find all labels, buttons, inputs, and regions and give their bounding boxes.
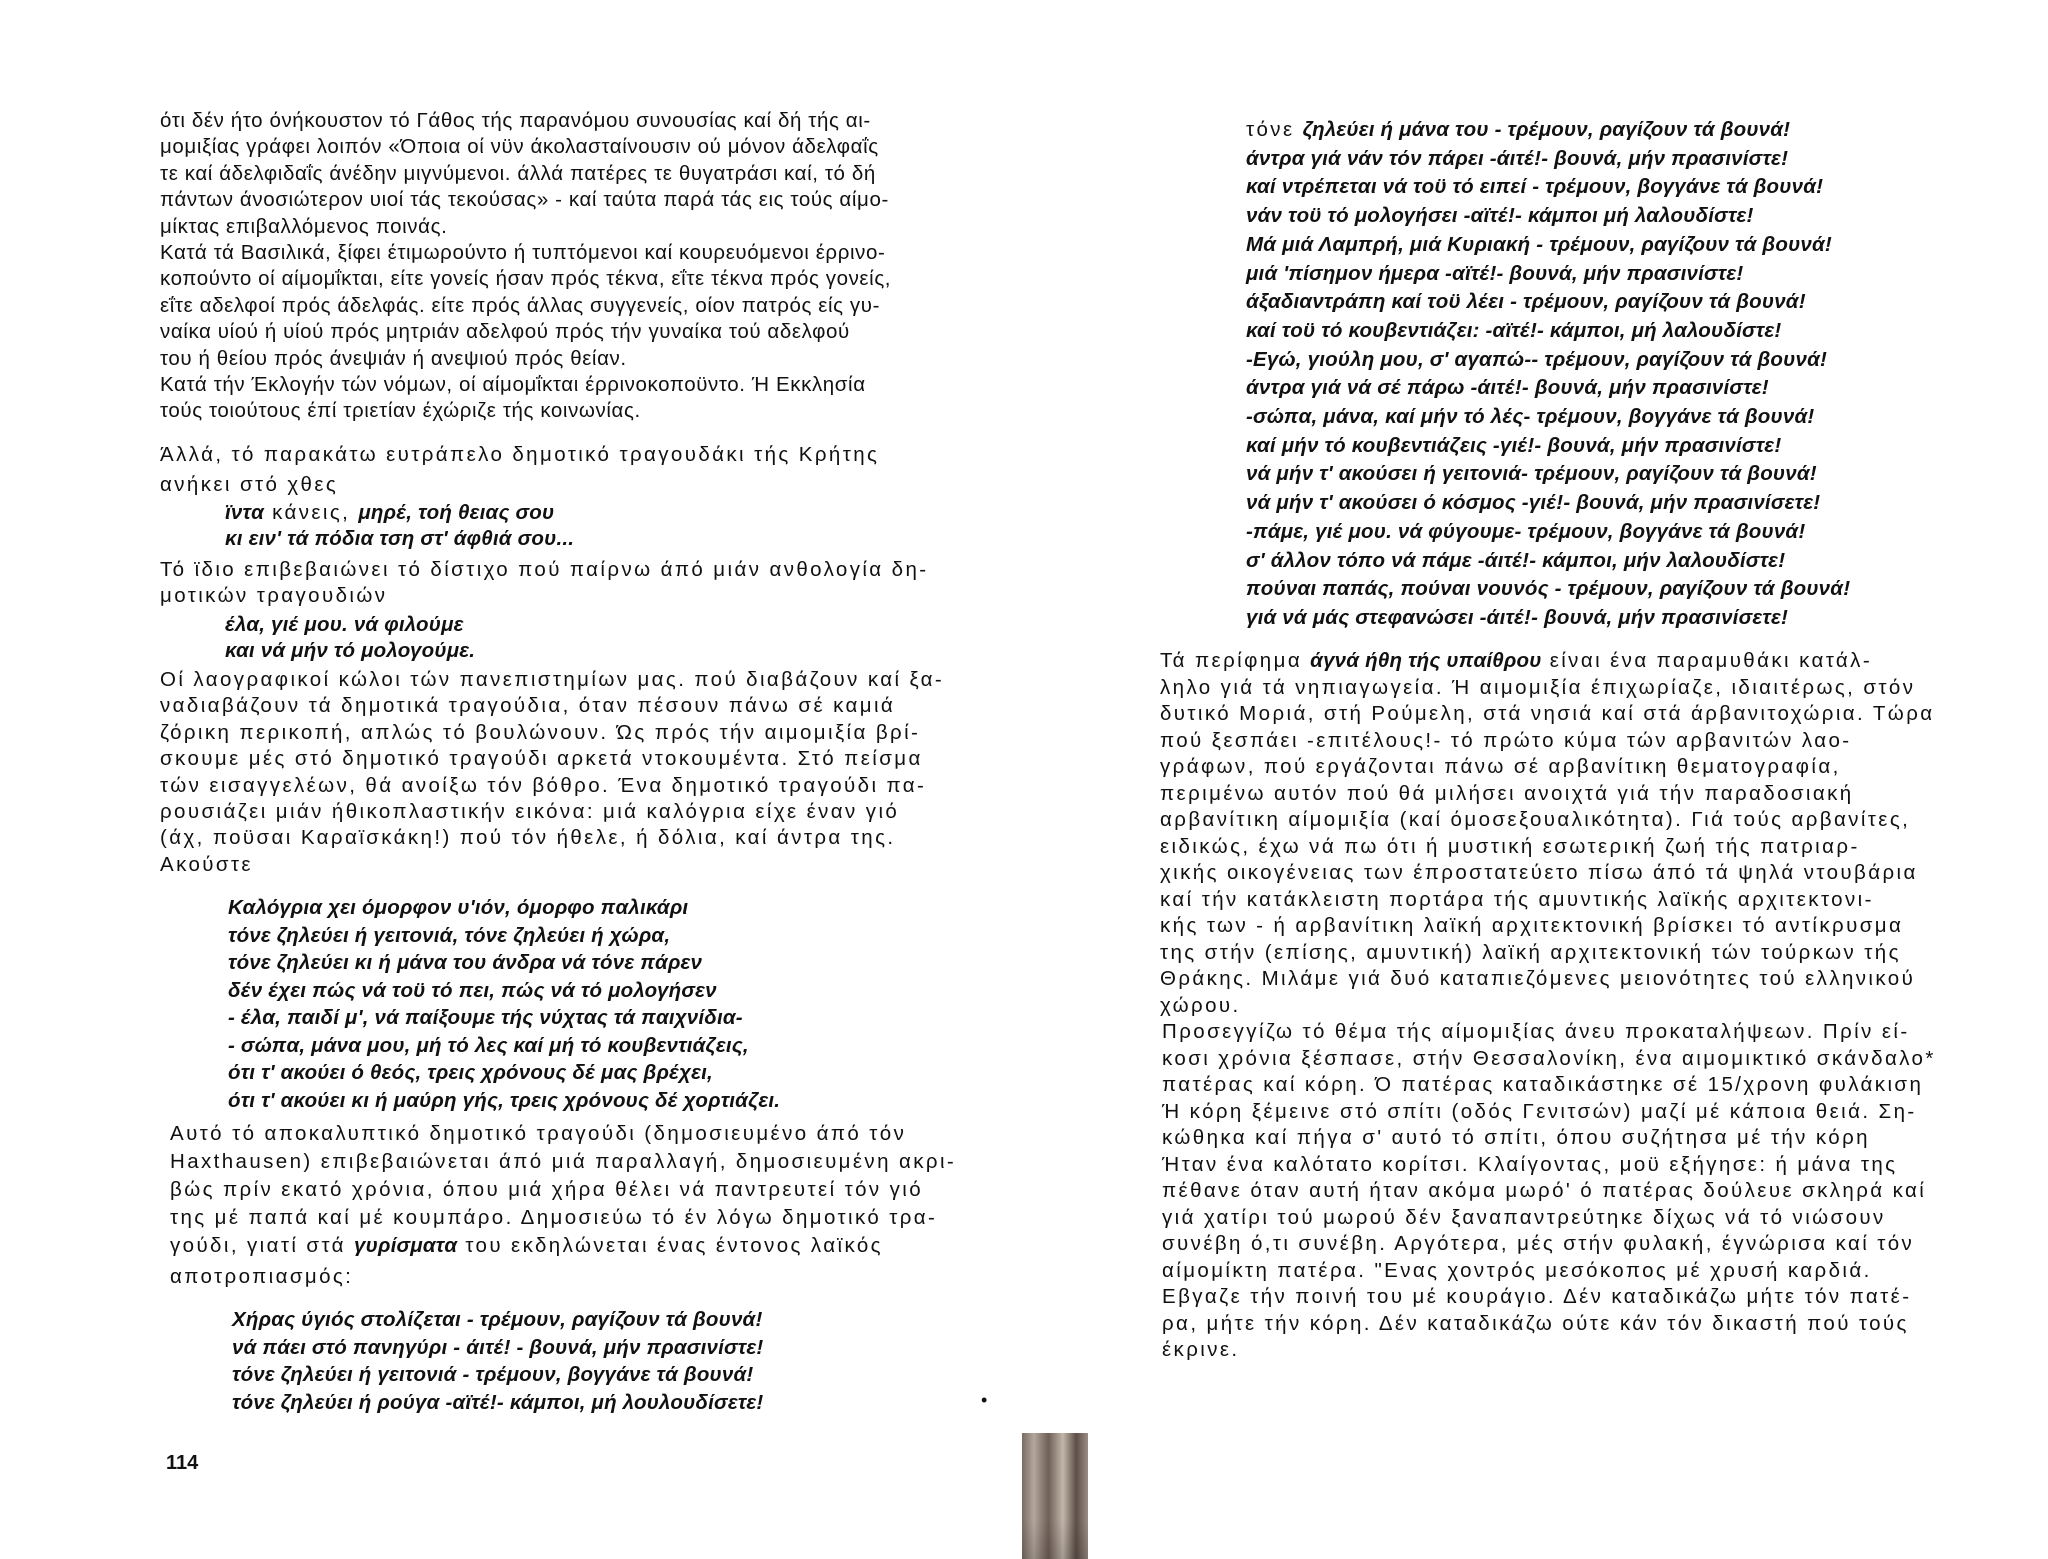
verse-line: - σώπα, μάνα μου, μή τό λες καί μή τό κουβεντιάζεις,: [228, 1033, 749, 1057]
left-text-column: [160, 108, 995, 425]
text-line: γιά χατίρι τού μωρού δέν ξαναπαντρεύτηκε δίχως νά τό νιώσουν: [1162, 1205, 1886, 1229]
text-line: πάντων άνοσιώτερον υιοί τάς τεκούσας» - καί ταύτα παρά τάς εις τούς αίμο-: [160, 188, 889, 212]
verse-line: άντρα γιά νάν τόν πάρει -άιτέ!- βουνά, μήν πρασινίστε!: [1246, 146, 1789, 170]
verse-widow: [232, 1306, 992, 1416]
text-line: Άλλά, τό παρακάτω ευτράπελο δημοτικό τραγουδάκι τής Κρήτης: [160, 443, 880, 466]
verse-bold: ϊντα: [225, 501, 264, 524]
verse-line: Μά μιά Λαμπρή, μιά Κυριακή - τρέμουν, ραγίζουν τά βουνά!: [1246, 232, 1832, 256]
text-line: ανήκει στό χθες: [160, 473, 339, 496]
text-line: Haxthausen) επιβεβαιώνεται άπό μιά παραλλαγή, δημοσιευμένη ακρι-: [170, 1150, 957, 1173]
text-line: πέθανε όταν αυτή ήταν ακόμα μωρό' ό πατέρας δούλευε σκληρά καί: [1162, 1179, 1927, 1202]
verse-kiss: [225, 612, 985, 665]
verse-line: νά μήν τ' ακούσει ή γειτονιά- τρέμουν, ραγίζουν τά βουνά!: [1246, 462, 1817, 486]
paragraph-2: [160, 240, 995, 372]
verse-line: και νά μήν τό μολογούμε.: [225, 639, 476, 663]
text-line: [1160, 648, 2030, 675]
verse-line: [1246, 116, 2026, 145]
verse-line: -πάμε, γιέ μου. νά φύγουμε- τρέμουν, βογγάνε τά βουνά!: [1246, 519, 1806, 543]
text-line: ναίκα υίού ή υίού πρός μητριάν αδελφού πρός τήν γυναίκα τού αδελφού: [160, 320, 850, 344]
text-line: Οί λαογραφικοί κώλοι τών πανεπιστημίων μας. πού διαβάζουν καί ξα-: [160, 668, 945, 691]
text-line: Αυτό τό αποκαλυπτικό δημοτικό τραγούδι (δημοσιευμένο άπό τόν: [170, 1122, 907, 1145]
text-line: τούς τοιούτους έπί τριετίαν έχώριζε τής κοινωνίας.: [160, 399, 641, 423]
text-line: δυτικό Μοριά, στή Ρούμελη, στά νησιά καί στά άρβανιτοχώρια. Τώρα: [1160, 702, 1935, 725]
text-line: ειδικώς, έχω νά πω ότι ή μυστική εσωτερική ζωή τής πατριαρ-: [1160, 834, 1860, 858]
text-line: Ακούστε: [160, 852, 253, 876]
text-line: Τό ϊδιο επιβεβαιώνει τό δίστιχο πού παίρνω άπό μιάν ανθολογία δη-: [160, 558, 929, 581]
text-line: Κατά τά Βασιλικά, ξίφει έτιμωρούντο ή τυπτόμενοι καί κουρευόμενοι έρρινο-: [160, 241, 886, 265]
text-run: είναι ένα παραμυθάκι κατάλ-: [1541, 649, 1873, 672]
text-line: αποτροπιασμός:: [170, 1265, 354, 1288]
text-line: της μέ παπά καί μέ κουμπάρο. Δημοσιεύω τό έν λόγω δημοτικό τρα-: [170, 1206, 938, 1229]
emphasis-agna-ithi: άγνά ήθη τής υπαίθρου: [1310, 649, 1542, 672]
verse-line: -Εγώ, γιούλη μου, σ' αγαπώ-- τρέμουν, ραγίζουν τά βουνά!: [1246, 347, 1828, 371]
text-line: μομιξίας γράφει λοιπόν «Όποια οί νϋν άκολασταίνουσιν ού μόνον άδελφαΐς: [160, 135, 879, 159]
verse-line: έλα, γιέ μου. νά φιλούμε: [225, 613, 464, 636]
verse-plain: τόνε: [1246, 118, 1303, 141]
verse-line: νάν τοϋ τό μολογήσει -αϊτέ!- κάμποι μή λαλουδίστε!: [1246, 204, 1754, 228]
verse-kalogria: [228, 894, 988, 1114]
text-line: [170, 1232, 1000, 1260]
text-line: μοτικών τραγουδιών: [160, 584, 388, 608]
text-line: ότι δέν ήτο όνήκουστον τό Γάθος τής παρανόμου συνουσίας καί δή τής αι-: [160, 109, 871, 132]
text-line: πατέρας καί κόρη. Ό πατέρας καταδικάστηκε σέ 15/χρονη φυλάκιση: [1162, 1073, 1924, 1096]
verse-line: καί ντρέπεται νά τοϋ τό ειπεί - τρέμουν, βογγάνε τά βουνά!: [1246, 175, 1824, 199]
verse-widow-continued: [1246, 116, 2026, 633]
text-run: γούδι, γιατί στά: [170, 1234, 346, 1257]
text-line: ληλο γιά τά νηπιαγωγεία. Ή αιμομιξία έπιχωρίαζε, ιδιαιτέρως, στόν: [1160, 675, 1916, 699]
verse-line: γιά νά μάς στεφανώσει -άιτέ!- βουνά, μήν πρασινίσετε!: [1246, 605, 1788, 629]
verse-line: ότι τ' ακούει ό θεός, τρεις χρόνους δέ μας βρέχει,: [228, 1061, 713, 1084]
text-line: Εβγαζε τήν ποινή του μέ κουράγιο. Δέν καταδικάζω μήτε τόν πατέ-: [1162, 1285, 1912, 1308]
verse-line: δέν έχει πώς νά τοϋ τό πει, πώς νά τό μολογήσεν: [228, 978, 717, 1002]
text-line: έκρινε.: [1162, 1338, 1240, 1361]
text-line: αίμομίκτη πατέρα. "Ενας χοντρός μεσόκοπος μέ χρυσή καρδιά.: [1162, 1258, 1872, 1282]
text-line: χικής οικογένειας των έπροστατεύετο πίσω άπό τά ψηλά ντουβάρια: [1160, 861, 1918, 884]
verse-bold: ζηλεύει ή μάνα του - τρέμουν, ραγίζουν τά βουνά!: [1302, 118, 1791, 141]
verse-line: κι ειν' τά πόδια τση στ' άφθιά σου...: [225, 527, 575, 551]
verse-line: άντρα γιά νά σέ πάρω -άιτέ!- βουνά, μήν πρασινίστε!: [1246, 376, 1769, 400]
verse-line: τόνε ζηλεύει ή ρούγα -αϊτέ!- κάμποι, μή λουλουδίσετε!: [232, 1390, 764, 1414]
verse-line: καί μήν τό κουβεντιάζεις -γιέ!- βουνά, μήν πρασινίστε!: [1246, 433, 1782, 457]
text-line: τών εισαγγελέων, θά ανοίξω τόν βόθρο. Ένα δημοτικό τραγούδι πα-: [160, 773, 927, 797]
text-line: κής των - ή αρβανίτικη λαϊκή αρχιτεκτονική βρίσκει τό αντίκρυσμα: [1160, 914, 1904, 937]
text-line: αρβανίτικη αίμομιξία (καί όμοσεξουαλικότητα). Γιά τούς αρβανίτες,: [1160, 808, 1911, 831]
bullet-mark: •: [981, 1390, 988, 1410]
page-number: 114: [166, 1452, 199, 1474]
paragraph-5: [160, 557, 995, 610]
text-line: Ήταν ένα καλότατο κορίτσι. Κλαίγοντας, μοϋ εξήγησε: ή μάνα της: [1162, 1152, 1898, 1176]
text-line: κώθηκα καί πήγα σ' αυτό τό σπίτι, όπου συζήτησα μέ τήν κόρη: [1162, 1126, 1870, 1149]
verse-line: -σώπα, μάνα, καί μήν τό λές- τρέμουν, βογγάνε τά βουνά!: [1246, 405, 1815, 429]
text-line: σκουμε μές στό δημοτικό τραγούδι αρκετά ντοκουμέντα. Στό πείσμα: [160, 747, 923, 771]
verse-line: νά πάει στό πανηγύρι - άιτέ! - βουνά, μήν πρασινίστε!: [232, 1335, 764, 1359]
text-line: ρα, μήτε τήν κόρη. Δέν καταδικάζω ούτε κάν τόν δικαστή πού τούς: [1162, 1311, 1909, 1335]
right-page: [1024, 0, 2048, 1559]
paragraph-7: [170, 1120, 1000, 1294]
paragraph-1: [160, 108, 995, 240]
text-line: περιμένω αυτόν πού θά μιλήσει ανοιχτά γιά τήν παραδοσιακή: [1160, 781, 1854, 805]
text-line: πού ξεσπάει -επιτέλους!- τό πρώτο κύμα τών αρβανιτών λαο-: [1160, 728, 1852, 752]
paragraph-4: [160, 440, 995, 500]
verse-line: τόνε ζηλεύει ή γειτονιά, τόνε ζηλεύει ή χώρα,: [228, 923, 671, 947]
verse-plain: κάνεις,: [264, 501, 359, 524]
verse-line: τόνε ζηλεύει κι ή μάνα του άνδρα νά τόνε πάρεν: [228, 951, 703, 974]
verse-line: μιά 'πίσημον ήμερα -αϊτέ!- βουνά, μήν πρασινίστε!: [1246, 261, 1744, 285]
text-line: Κατά τήν Έκλογήν τών νόμων, οί αίμομΐκται έρρινοκοποϋντο. Ή Εκκλησία: [160, 373, 866, 397]
paragraph-8: [1160, 648, 2030, 1019]
verse-line: νά μήν τ' ακούσει ό κόσμος -γιέ!- βουνά, μήν πρασινίσετε!: [1246, 491, 1821, 515]
text-line: μίκτας επιβαλλόμενος ποινάς.: [160, 214, 448, 238]
text-line: χώρου.: [1160, 993, 1241, 1017]
verse-line: τόνε ζηλεύει ή γειτονιά - τρέμουν, βογγάνε τά βουνά!: [232, 1363, 754, 1386]
text-line: Προσεγγίζω τό θέμα τής αίμομιξίας άνευ προκαταλήψεων. Πρίν εί-: [1162, 1020, 1910, 1043]
text-line: συνέβη ό,τι συνέβη. Αργότερα, μές στήν φυλακή, έγνώρισα καί τόν: [1162, 1232, 1915, 1255]
verse-line: ότι τ' ακούει κι ή μαύρη γής, τρεις χρόνους δέ χορτιάζει.: [228, 1088, 781, 1112]
emphasis-gyrismata: γυρίσματα: [354, 1234, 458, 1257]
paragraph-9: [1162, 1019, 2032, 1364]
text-line: βώς πρίν εκατό χρόνια, όπου μιά χήρα θέλει νά παντρευτεί τόν γιό: [170, 1178, 924, 1201]
text-line: Ή κόρη ξέμεινε στό σπίτι (οδός Γενιτσών) μαζί μέ κάποια θειά. Ση-: [1162, 1099, 1917, 1123]
verse-line: πούναι παπάς, πούναι νουνός - τρέμουν, ραγίζουν τά βουνά!: [1246, 577, 1851, 601]
verse-line: [225, 500, 985, 526]
verse-line: άξαδιαντράπη καί τοϋ λέει - τρέμουν, ραγίζουν τά βουνά!: [1246, 290, 1806, 314]
text-line: ζόρικη περικοπή, απλώς τό βουλώνουν. Ώς πρός τήν αιμομιξία βρί-: [160, 720, 921, 744]
paragraph-3: [160, 372, 995, 425]
text-line: του ή θείου πρός άνεψιάν ή ανεψιού πρός θείαν.: [160, 346, 627, 370]
verse-line: Χήρας ύγιός στολίζεται - τρέμουν, ραγίζουν τά βουνά!: [232, 1308, 763, 1331]
text-line: καί τήν κατάκλειστη πορτάρα τής αμυντικής λαϊκής αρχιτεκτονι-: [1160, 887, 1874, 911]
text-line: κοπούντο οί αίμομΐκται, είτε γονείς ήσαν πρός τέκνα, εΐτε τέκνα πρός γονείς,: [160, 267, 892, 291]
paragraph-6: [160, 667, 995, 878]
text-run: Τά περίφημα: [1160, 649, 1311, 672]
verse-line: - έλα, παιδί μ', νά παίξουμε τής νύχτας τά παιχνίδια-: [228, 1006, 743, 1029]
text-line: ρουσιάζει μιάν ήθικοπλαστικήν εικόνα: μιά καλόγρια είχε έναν γιό: [160, 800, 900, 824]
text-line: της στήν (επίσης, αμυντική) λαϊκή αρχιτεκτονική τών τούρκων τής: [1160, 940, 1901, 964]
text-line: (άχ, ποϋσαι Καραϊσκάκη!) πού τόν ήθελε, ή δόλια, καί άντρα της.: [160, 826, 896, 850]
verse-line: καί τοϋ τό κουβεντιάζει: -αϊτέ!- κάμποι, μή λαλουδίστε!: [1246, 318, 1782, 342]
text-line: κοσι χρόνια ξέσπασε, στήν Θεσσαλονίκη, ένα αιμομικτικό σκάνδαλο*: [1162, 1046, 1936, 1070]
text-line: τε καί άδελφιδαΐς άνέδην μιγνύμενοι. άλλά πατέρες τε θυγατράσι καί, τό δή: [160, 161, 876, 185]
text-line: γράφων, πού εργάζονται πάνω σέ αρβανίτικη θεματογραφία,: [1160, 755, 1841, 778]
text-line: εΐτε αδελφοί πρός άδελφάς. είτε πρός άλλας συγγενείς, οίον πατρός είς γυ-: [160, 293, 881, 317]
verse-line: σ' άλλον τόπο νά πάμε -άιτέ!- κάμποι, μήν λαλουδίστε!: [1246, 548, 1786, 572]
text-run: του εκδηλώνεται ένας έντονος λαϊκός: [457, 1234, 883, 1257]
text-line: Θράκης. Μιλάμε γιά δυό καταπιεζόμενες μειονότητες τού ελληνικού: [1160, 967, 1916, 990]
verse-bold: μηρέ, τοή θειας σου: [358, 501, 555, 524]
text-line: ναδιαβάζουν τά δημοτικά τραγούδια, όταν πέσουν πάνω σέ καμιά: [160, 694, 896, 718]
verse-line: Καλόγρια χει όμορφον υ'ιόν, όμορφο παλικάρι: [228, 896, 689, 919]
verse-crete: [225, 500, 985, 553]
